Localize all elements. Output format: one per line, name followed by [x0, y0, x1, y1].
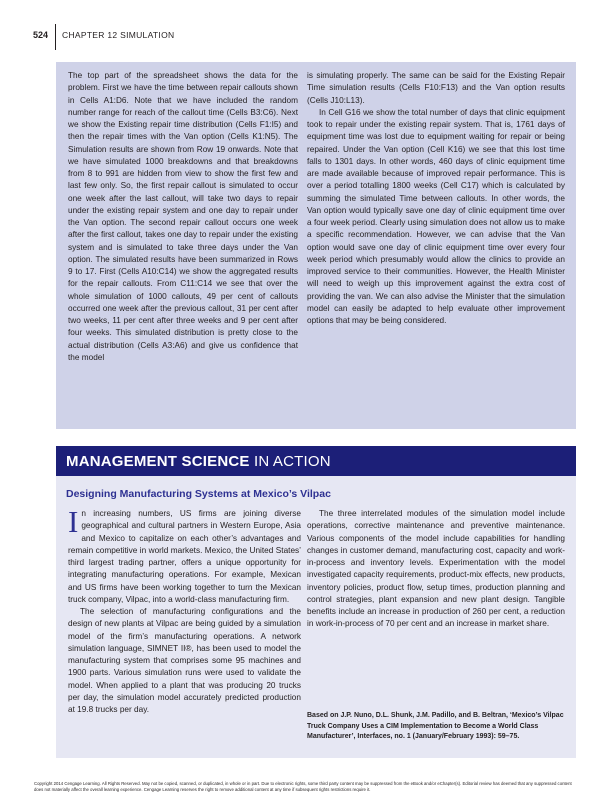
header-divider [55, 24, 56, 50]
box-right-paragraph-2: In Cell G16 we show the total number of days that clinic equipment took to repair under the existing repair system. That is, 1761 days of equipment time was lost due to equipment waiting for repair or being repaired. Under the Van option (Cell K16) we see that this lost time falls to 1301 days. In other words, 460 days of clinic equipment time are made available because of improved repair performance. This is over a period totalling 1800 weeks (Cell C17) which is calculated by summing the simulated Time between callouts. In other words, the Van option would typically save one day of clinic equipment time over a four week period. Clearly using simulation does not allow us to make a specific recommendation. However, we can advise that the Van option would save one day of clinic equipment time over every four week period which presumably would allow the clinics to provide an improved service to their communities. However, the Health Minister will need to weigh up this improvement against the extra cost of providing the van. We can also advise the Minister that the simulation model can easily be adapted to help evaluate other improvement options that may be being considered. [307, 107, 565, 325]
page-header [0, 0, 600, 50]
box-left-column [68, 70, 298, 364]
msia-banner-title [66, 453, 331, 470]
article-title: Designing Manufacturing Systems at Mexico’s Vilpac [66, 488, 331, 500]
box-left-paragraph: The top part of the spreadsheet shows the data for the problem. First we have the time between repair callouts shown in Cells A1:D6. Note that we have included the random number range for reach of the callout time (Cells B3:C6). Next we show the Existing repair time distribution (Cells F1:I5) and then the repair times with the Van option (Cells K1:N5). The Simulation results are shown from Row 19 onwards. Note that we have simulated 1000 breakdowns and that breakdowns from 8 to 991 are hidden from view to show the first few and last few only. So, the first repair callout is simulated to occur one week after the last callout, will take two days to repair under the existing repair system and one day to repair under the Van option. The second repair callout occurs one week after the first callout, takes one day to repair under the existing system and is simulated to take three days under the Van option. The simulated results have been summarized in Rows 9 to 17. First (Cells A10:C14) we show the aggregated results for the repair callouts. From C11:C14 we see that over the whole simulation of 1000 callouts, 49 per cent of callouts occurred one week after the previous callout, 31 per cent after two weeks, 11 per cent after three weeks and 9 per cent after four weeks. This simulated distribution is pretty close to the actual distribution (Cells A3:A6) and give us confidence that the model [68, 71, 298, 362]
box-right-paragraph-1: is simulating properly. The same can be said for the Existing Repair Time simulation results (Cells F10:F13) and the Van option results (Cells J10:L13). [307, 71, 565, 105]
article-paragraph-2: The selection of manufacturing configurations and the design of new plants at Vilpac are being guided by a simulation model of the firm’s manufacturing operations. A network simulation language, SIMNET II®, has been used to model the manufacturing system that comprises some 95 machines and 1900 parts. Various simulation runs were used to validate the model. When applied to a plant that was producing 20 trucks per day, the simulation model accurately predicted production at 19.8 trucks per day. [68, 607, 301, 714]
copyright-footer: Copyright 2014 Cengage Learning. All Rights Reserved. May not be copied, scanned, or duplicated, in whole or in part. Due to electronic rights, some third party content may be suppressed from the eBook and/or eChapter(s). Editorial review has deemed that any suppressed content does not materially affect the overall learning experience. Cengage Learning reserves the right to remove additional content at any time if subsequent rights restrictions require it. [34, 781, 572, 792]
article-paragraph-1 [68, 504, 301, 606]
article-citation: Based on J.P. Nuno, D.L. Shunk, J.M. Padillo, and B. Beltran, ‘Mexico’s Vilpac Truck Company Uses a CIM Implementation to Become a World Class Manufacturer’, Interfaces, no. 1 (January/February 1993): 59–75. [307, 712, 564, 740]
chapter-title: CHAPTER 12 SIMULATION [62, 30, 175, 40]
page-number: 524 [33, 30, 49, 40]
article-left-column [68, 504, 301, 716]
article-paragraph-1-text: n increasing numbers, US firms are joining diverse geographical and cultural partners in Western Europe, Asia and Mexico to capitalize on each other’s advantages and remain competitive in world markets. Mexico, the United States’ third largest trading partner, offers a unique opportunity for integrating manufacturing operations. For example, Mexican and US firms have been working together to turn the Mexican truck company, Vilpac, into a world-class manufacturing firm. [68, 509, 301, 604]
drop-cap: I [68, 504, 79, 539]
article-paragraph-3: The three interrelated modules of the simulation model include operations, corrective maintenance and preventive maintenance. Various components of the model include capabilities for handling changes in customer demand, manufacturing cost, capacity and work-in-process and inventory levels. Experimentation with the model investigated capacity requirements, product-mix effects, new products, inventory policies, product flow, setup times, production planning and control strategies, plant expansion and new plant design. Tangible benefits include an increase in production of 260 per cent, a reduction in work-in-process of 70 per cent and an increase in market share. [307, 509, 565, 629]
box-right-column [307, 70, 565, 327]
article-right-column [307, 508, 565, 631]
msia-banner-bold: MANAGEMENT SCIENCE [66, 453, 250, 470]
msia-banner-rest: IN ACTION [249, 453, 331, 470]
